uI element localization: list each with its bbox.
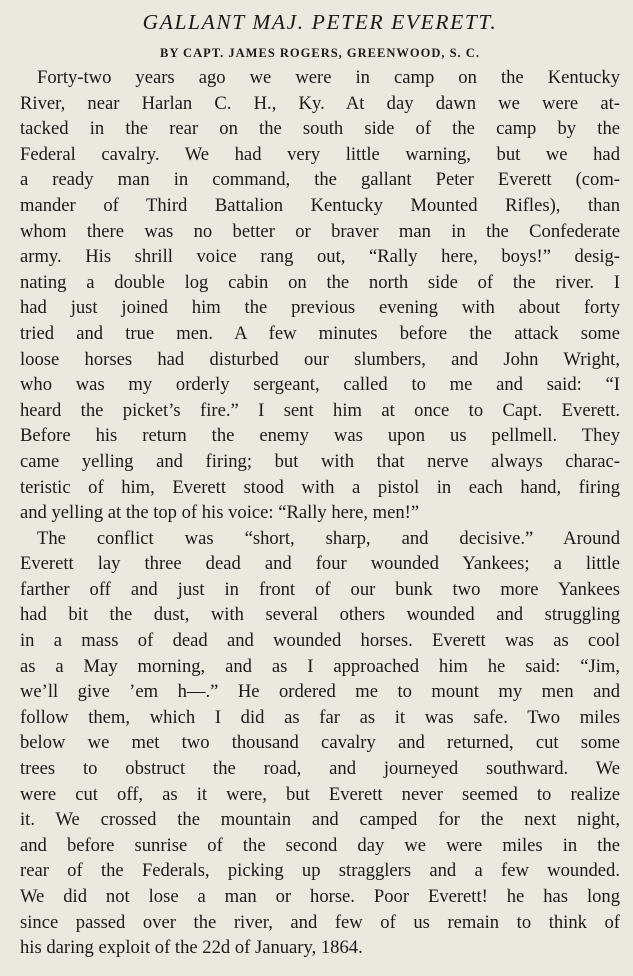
text-line: Federal cavalry. We had very little warning, but we had bbox=[20, 143, 620, 165]
text-line: Forty-two years ago we were in camp on the Kentucky bbox=[37, 67, 620, 88]
text-line: were cut off, as it were, but Everett never seemed to realize bbox=[20, 783, 620, 805]
article-byline: BY CAPT. JAMES ROGERS, GREENWOOD, S. C. bbox=[160, 46, 480, 60]
text-line: army. His shrill voice rang out, “Rally here, boys!” desig- bbox=[20, 246, 620, 268]
text-line: teristic of him, Everett stood with a pistol in each hand, firing bbox=[20, 476, 620, 498]
article-title: GALLANT MAJ. PETER EVERETT. bbox=[142, 10, 498, 34]
article-paragraph bbox=[20, 526, 620, 961]
text-line: follow them, which I did as far as it was safe. Two miles bbox=[20, 706, 620, 728]
text-line: as a May morning, and as I approached him he said: “Jim, bbox=[20, 655, 620, 677]
text-line: came yelling and firing; but with that nerve always charac- bbox=[20, 450, 620, 472]
text-line: and yelling at the top of his voice: “Rally here, men!” bbox=[20, 502, 420, 524]
text-line: had just joined him the previous evening with about forty bbox=[20, 297, 620, 319]
text-line: nating a double log cabin on the north side of the river. I bbox=[20, 271, 620, 293]
text-line: since passed over the river, and few of us remain to think of bbox=[20, 911, 620, 933]
text-line: tried and true men. A few minutes before the attack some bbox=[20, 322, 620, 344]
text-line: who was my orderly sergeant, called to me and said: “I bbox=[20, 374, 620, 396]
text-line: in a mass of dead and wounded horses. Everett was as cool bbox=[20, 630, 620, 652]
text-line: it. We crossed the mountain and camped for the next night, bbox=[20, 809, 620, 831]
text-line: had bit the dust, with several others wounded and struggling bbox=[20, 604, 620, 626]
text-line: farther off and just in front of our bunk two more Yankees bbox=[20, 578, 620, 600]
text-line: Before his return the enemy was upon us pellmell. They bbox=[20, 425, 620, 447]
text-line: mander of Third Battalion Kentucky Mounted Rifles), than bbox=[20, 194, 620, 216]
text-line: heard the picket’s fire.” I sent him at once to Capt. Everett. bbox=[20, 399, 620, 421]
text-line: we’ll give ’em h—.” He ordered me to mount my men and bbox=[20, 681, 620, 703]
text-line: We did not lose a man or horse. Poor Everett! he has long bbox=[20, 886, 620, 907]
text-line: tacked in the rear on the south side of the camp by the bbox=[20, 118, 620, 140]
text-line: a ready man in command, the gallant Peter Everett (com- bbox=[20, 169, 620, 191]
text-line: River, near Harlan C. H., Ky. At day dawn we were at- bbox=[20, 92, 620, 114]
text-line: loose horses had disturbed our slumbers, and John Wright, bbox=[20, 348, 620, 370]
text-line: below we met two thousand cavalry and returned, cut some bbox=[20, 732, 620, 754]
text-line: his daring exploit of the 22d of January, 1864. bbox=[20, 937, 363, 959]
text-line: The conflict was “short, sharp, and decisive.” Around bbox=[37, 527, 620, 549]
text-line: and before sunrise of the second day we were miles in the bbox=[20, 834, 620, 856]
text-line: rear of the Federals, picking up stragglers and a few wounded. bbox=[20, 860, 620, 882]
text-line: trees to obstruct the road, and journeyed southward. We bbox=[20, 758, 620, 780]
text-line: Everett lay three dead and four wounded Yankees; a little bbox=[20, 553, 620, 575]
article-paragraph bbox=[20, 65, 620, 526]
article-body bbox=[20, 65, 620, 961]
text-line: whom there was no better or braver man in the Confederate bbox=[20, 220, 620, 242]
